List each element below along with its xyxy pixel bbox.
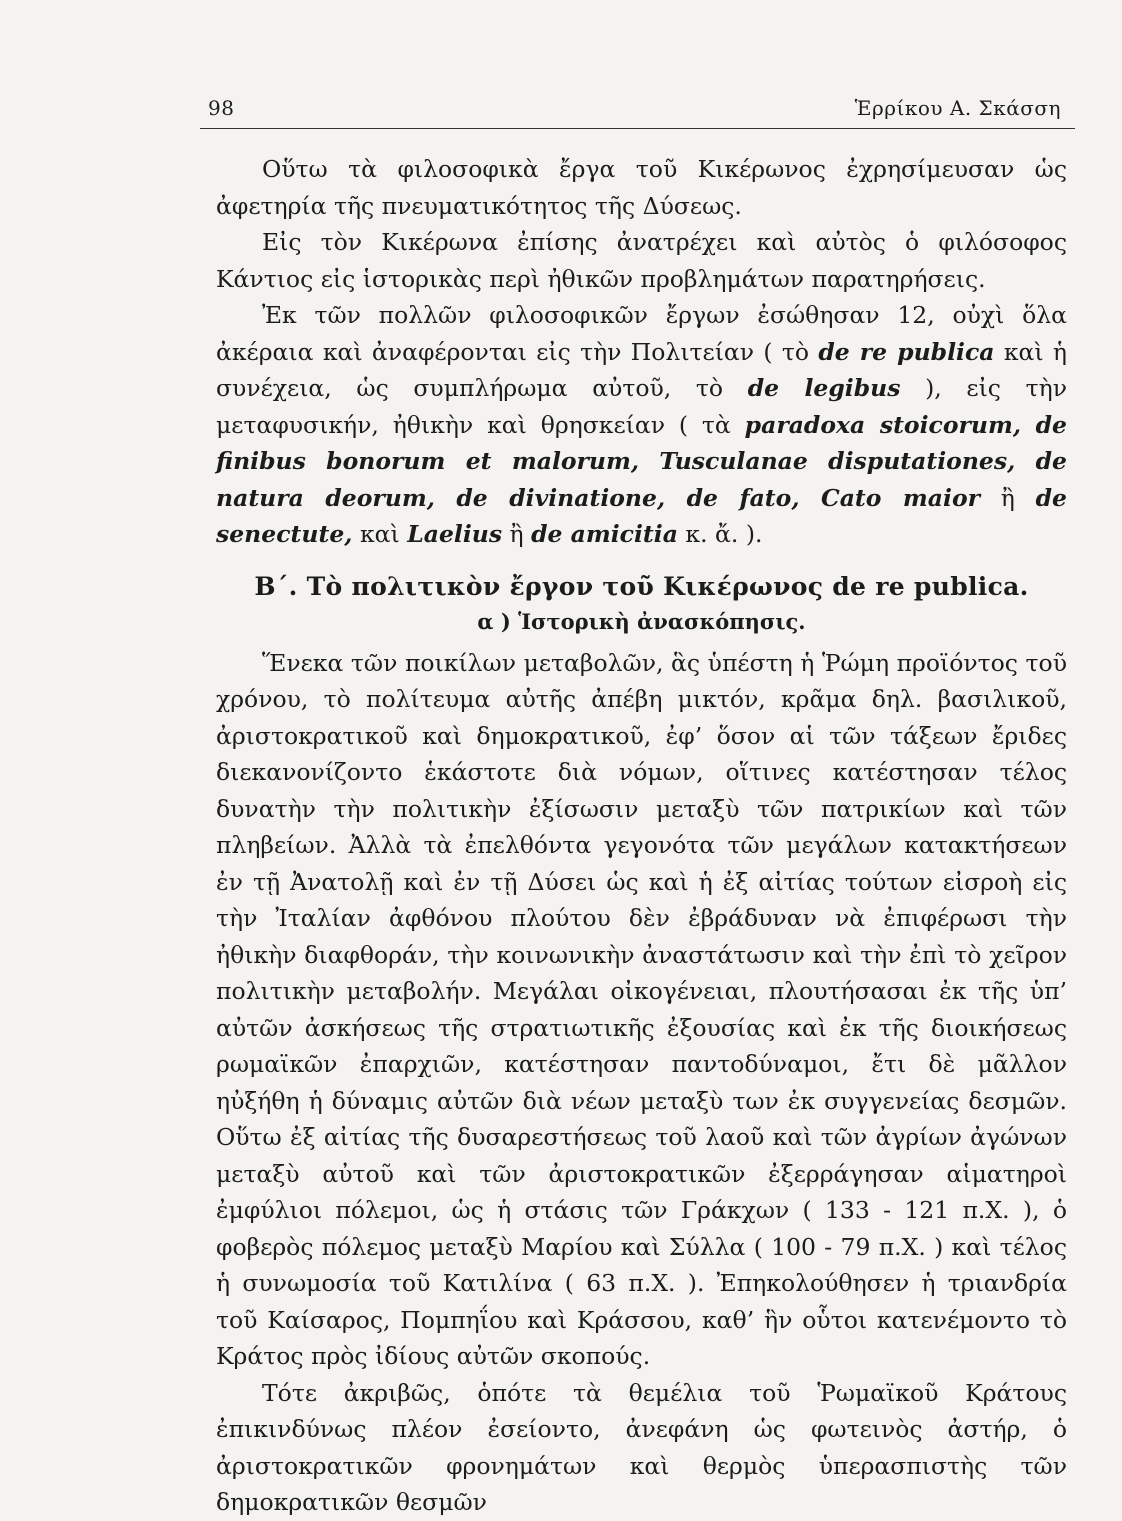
paragraph-5: Τότε ἀκριβῶς, ὁπότε τὰ θεμέλια τοῦ Ῥωμαϊκοῦ Κράτους ἐπικινδύνως πλέον ἐσείοντο, ἀνεφάνη ὡς φωτεινὸς ἀστήρ, ὁ ἀριστοκρατικῶν φρονημάτων καὶ θερμὸς ὑπερασπιστὴς τῶν δημοκρατικῶν θεσμῶν [216, 1378, 1067, 1516]
latin-title-de-amicitia: de amicitia [531, 520, 678, 548]
latin-title-laelius: Laelius [407, 520, 503, 548]
p3-text-3: ), εἰς τὴν μεταφυσικήν, ἠθικὴν καὶ θρησκείαν ( τὰ [216, 374, 1067, 439]
p3-text-2: καὶ ἡ συνέχεια, ὡς συμπλήρωμα αὐτοῦ, τὸ [216, 337, 1067, 402]
section-heading-latin: de re publica. [832, 571, 1029, 601]
paragraph-3 [216, 297, 1067, 553]
p3-text-6: ἢ [502, 520, 532, 548]
paragraph-1: Οὕτω τὰ φιλοσοφικὰ ἔργα τοῦ Κικέρωνος ἐχρησίμευσαν ὡς ἀφετηρία τῆς πνευματικότητος τῆς Δύσεως. [216, 155, 1067, 220]
page-number: 98 [208, 96, 235, 120]
running-head [200, 96, 1075, 129]
p3-text-4: ἢ [980, 483, 1036, 512]
running-head-author: Ἑρρίκου Α. Σκάσση [854, 96, 1061, 120]
section-heading-greek: Β΄. Τὸ πολιτικὸν ἔργον τοῦ Κικέρωνος [254, 571, 824, 601]
section-heading [216, 569, 1067, 605]
paragraph-4: Ἕνεκα τῶν ποικίλων μεταβολῶν, ἃς ὑπέστη ἡ Ῥώμη προϊόντος τοῦ χρόνου, τὸ πολίτευμα αὐτῆς ἀπέβη μικτόν, κρᾶμα δηλ. βασιλικοῦ, ἀριστοκρατικοῦ καὶ δημοκρατικοῦ, ἐφ’ ὅσον αἱ τῶν τάξεων ἔριδες διεκανονίζοντο ἑκάστοτε διὰ νόμων, οἵτινες κατέστησαν τέλος δυνατὴν τὴν πολιτικὴν ἐξίσωσιν μεταξὺ τῶν πατρικίων καὶ τῶν πληβείων. Ἀλλὰ τὰ ἐπελθόντα γεγονότα τῶν μεγάλων κατακτήσεων ἐν τῇ Ἀνατολῇ καὶ ἐν τῇ Δύσει ὡς καὶ ἡ ἐξ αἰτίας τούτων εἰσροὴ εἰς τὴν Ἰταλίαν ἀφθόνου πλούτου δὲν ἐβράδυναν νὰ ἐπιφέρωσι τὴν ἠθικὴν διαφθοράν, τὴν κοινωνικὴν ἀναστάτωσιν καὶ τὴν ἐπὶ τὸ χεῖρον πολιτικὴν μεταβολήν. Μεγάλαι οἰκογένειαι, πλουτήσασαι ἐκ τῆς ὑπ’ αὐτῶν ἀσκήσεως τῆς στρατιωτικῆς ἐξουσίας καὶ ἐκ τῆς διοικήσεως ρωμαϊκῶν ἐπαρχιῶν, κατέστησαν παντοδύναμοι, ἔτι δὲ μᾶλλον ηὐξήθη ἡ δύναμις αὐτῶν διὰ νέων μεταξὺ των ἐκ συγγενείας δεσμῶν. Οὕτω ἐξ αἰτίας τῆς δυσαρεστήσεως τοῦ λαοῦ καὶ τῶν ἀγρίων ἀγώνων μεταξὺ αὐτοῦ καὶ τῶν ἀριστοκρατικῶν ἐξερράγησαν αἱματηροὶ ἐμφύλιοι πόλεμοι, ὡς ἡ στάσις τῶν Γράκχων ( 133 - 121 π.Χ. ), ὁ φοβερὸς πόλεμος μεταξὺ Μαρίου καὶ Σύλλα ( 100 - 79 π.Χ. ) καὶ τέλος ἡ συνωμοσία τοῦ Κατιλίνα ( 63 π.Χ. ). Ἐπηκολούθησεν ἡ τριανδρία τοῦ Καίσαρος, Πομπηΐου καὶ Κράσσου, καθ’ ἣν οὗτοι κατενέμοντο τὸ Κράτος πρὸς ἰδίους αὐτῶν σκοπούς. [216, 648, 1067, 1370]
book-page [200, 96, 1075, 1521]
subsection-heading: α ) Ἱστορικὴ ἀνασκόπησις. [477, 608, 806, 634]
p3-text-7: κ. ἄ. ). [677, 520, 763, 548]
latin-title-de-senectute: de senectute, [216, 483, 1067, 548]
paragraph-2: Εἰς τὸν Κικέρωνα ἐπίσης ἀνατρέχει καὶ αὐτὸς ὁ φιλόσοφος Κάντιος εἰς ἱστορικὰς περὶ ἠθικῶν προβλημάτων παρατηρήσεις. [216, 228, 1067, 293]
latin-title-de-legibus: de legibus [747, 374, 901, 402]
latin-title-de-re-publica: de re publica [818, 337, 995, 366]
p3-text-1: Ἐκ τῶν πολλῶν φιλοσοφικῶν ἔργων ἐσώθησαν 12, οὐχὶ ὅλα ἀκέραια καὶ ἀναφέρονται εἰς τὴν Πολιτείαν ( τὸ [216, 301, 1067, 366]
p3-text-5: καὶ [352, 520, 408, 548]
latin-title-list: paradoxa stoicorum, de finibus bonorum et malorum, Tusculanae disputationes, de natura deorum, de divinatione, de fato, Cato maior [216, 410, 1067, 512]
body-text [200, 151, 1075, 1521]
